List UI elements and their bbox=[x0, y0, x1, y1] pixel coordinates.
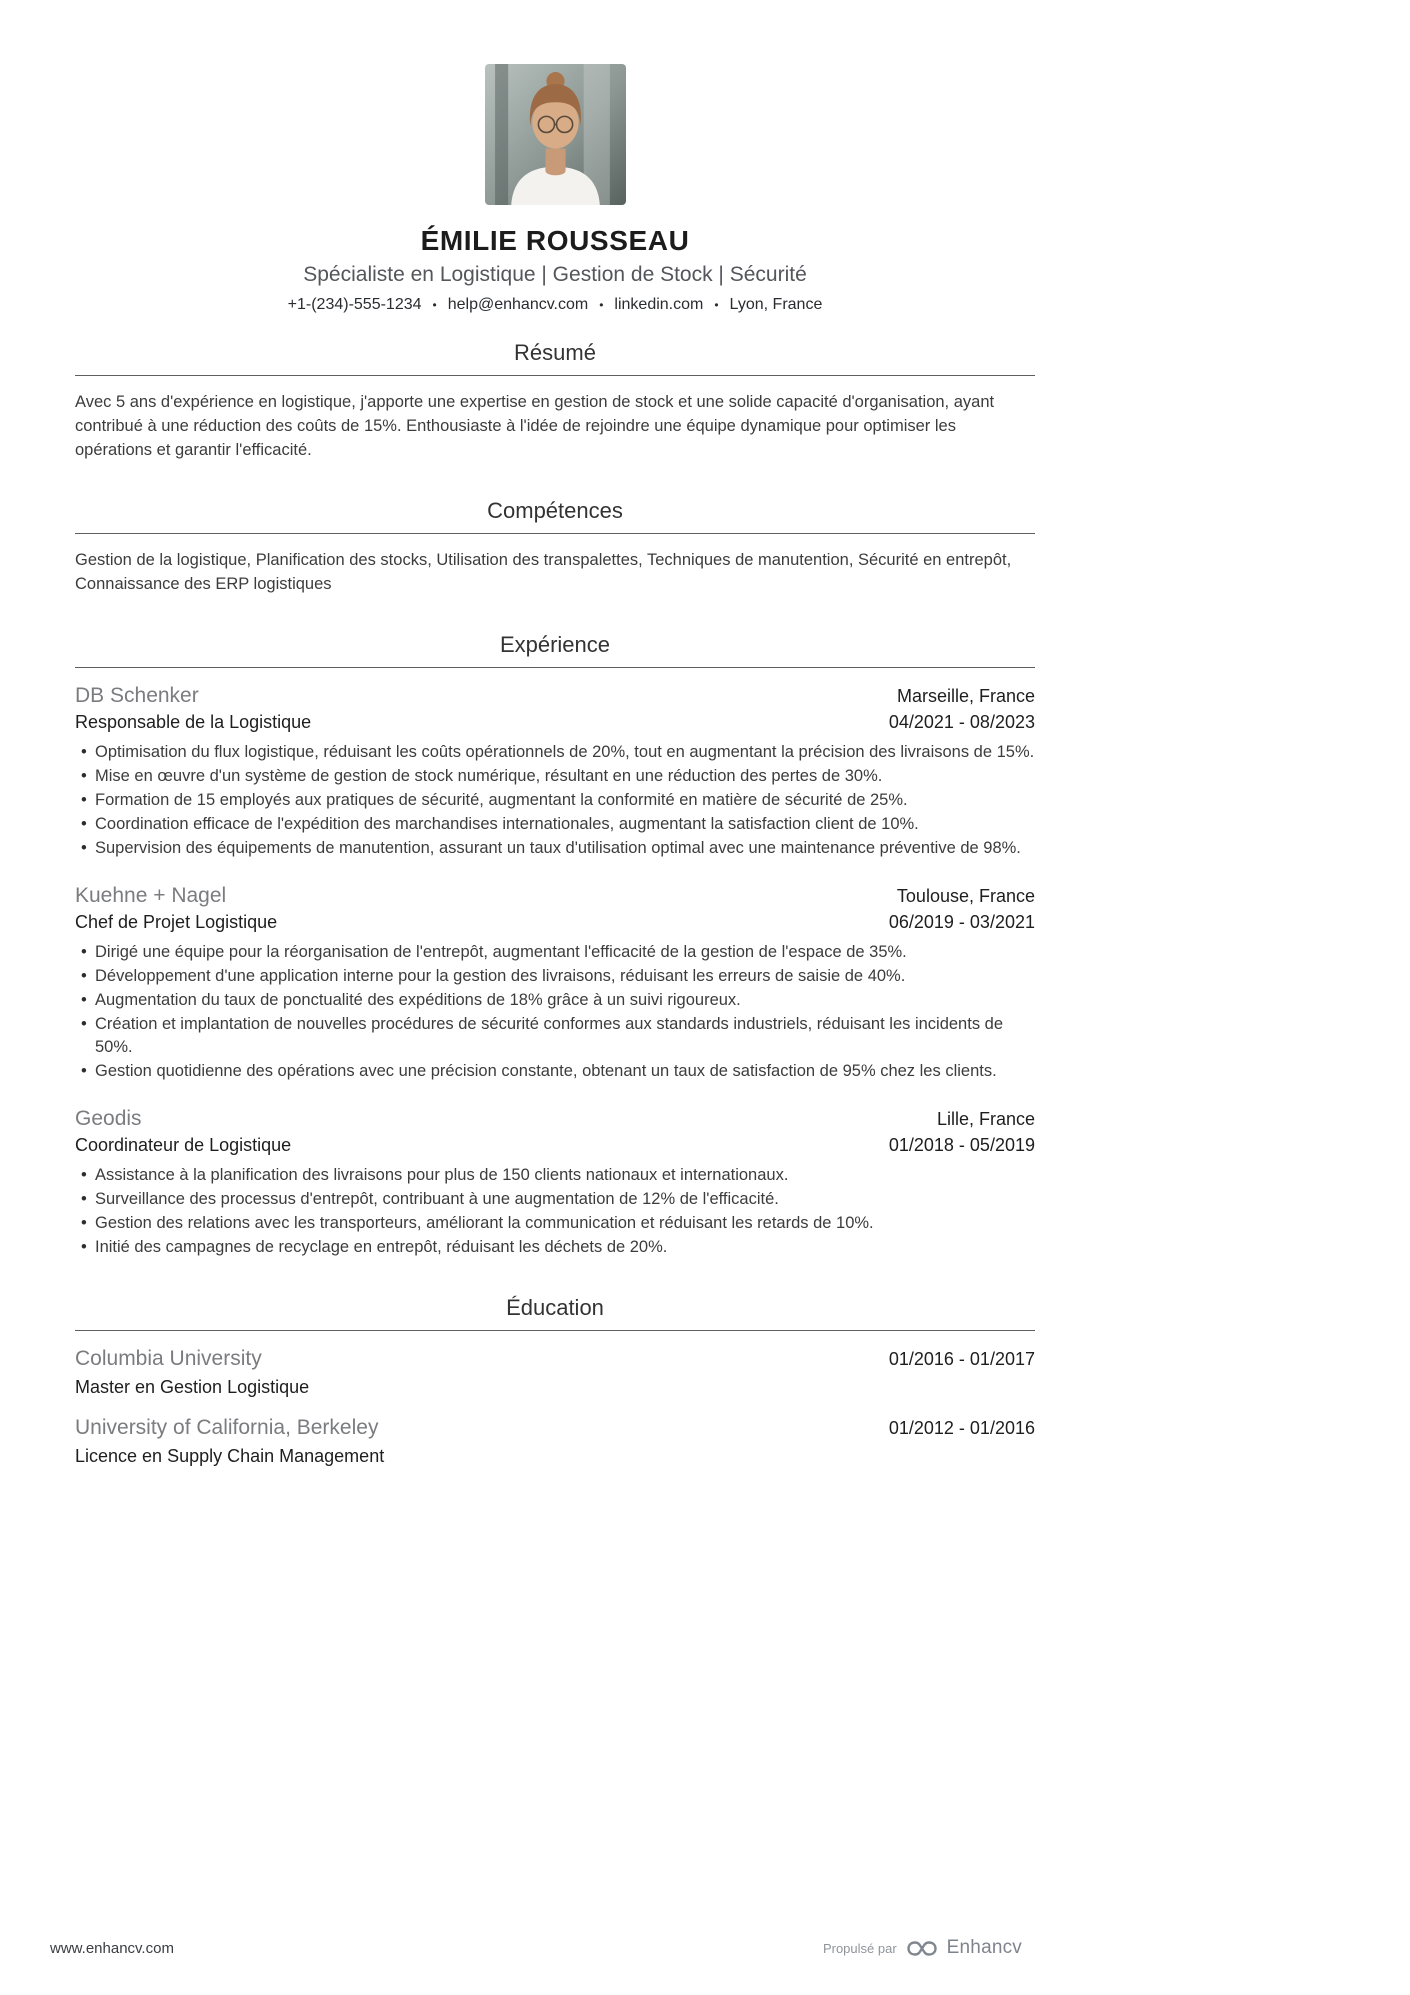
school-name: University of California, Berkeley bbox=[75, 1416, 379, 1439]
section-heading-education: Éducation bbox=[75, 1295, 1035, 1331]
candidate-name: ÉMILIE ROUSSEAU bbox=[420, 225, 690, 256]
job-bullet-list bbox=[75, 741, 1035, 860]
education-entry-header bbox=[75, 1416, 1035, 1440]
job-bullet: • Supervision des équipements de manutention, assurant un taux d'utilisation optimal avec une maintenance préventive de 98%. bbox=[75, 837, 1035, 860]
job-dates: 01/2018 - 05/2019 bbox=[888, 1135, 1035, 1155]
experience-entry-subheader bbox=[75, 712, 1035, 733]
job-bullet-list bbox=[75, 1164, 1035, 1259]
company-location: Toulouse, France bbox=[896, 886, 1035, 906]
education-dates: 01/2012 - 01/2016 bbox=[888, 1418, 1035, 1438]
contact-location: Lyon, France bbox=[729, 296, 823, 313]
experience-entry-subheader bbox=[75, 912, 1035, 933]
job-bullet: • Coordination efficace de l'expédition des marchandises internationales, augmentant la satisfaction client de 10%. bbox=[75, 813, 1035, 836]
education-entry bbox=[75, 1416, 1035, 1467]
education-dates: 01/2016 - 01/2017 bbox=[888, 1349, 1035, 1369]
contact-linkedin: linkedin.com bbox=[614, 296, 704, 313]
candidate-headline: Spécialiste en Logistique | Gestion de Stock | Sécurité bbox=[303, 263, 807, 286]
powered-by-label: Propulsé par bbox=[822, 1940, 897, 1956]
job-bullet: • Dirigé une équipe pour la réorganisation de l'entrepôt, augmentant l'efficacité de la gestion de l'espace de 35%. bbox=[75, 941, 1035, 964]
profile-photo bbox=[485, 64, 626, 205]
experience-entry bbox=[75, 684, 1035, 860]
school-name: Columbia University bbox=[75, 1347, 262, 1370]
job-bullet: • Surveillance des processus d'entrepôt, contribuant à une augmentation de 12% de l'efficacité. bbox=[75, 1188, 1035, 1211]
section-education bbox=[75, 1295, 1035, 1467]
resume-header bbox=[75, 64, 1035, 314]
job-bullet: • Création et implantation de nouvelles procédures de sécurité conformes aux standards industriels, réduisant les incidents de 50%. bbox=[75, 1013, 1035, 1059]
company-name: Kuehne + Nagel bbox=[75, 884, 227, 907]
job-bullet: • Gestion des relations avec les transporteurs, améliorant la communication et réduisant les retards de 10%. bbox=[75, 1212, 1035, 1235]
job-bullet: • Optimisation du flux logistique, réduisant les coûts opérationnels de 20%, tout en augmentant la précision des livraisons de 15%. bbox=[75, 741, 1035, 764]
job-bullet: • Formation de 15 employés aux pratiques de sécurité, augmentant la conformité en matière de sécurité de 25%. bbox=[75, 789, 1035, 812]
experience-entry bbox=[75, 1107, 1035, 1259]
section-heading-experience: Expérience bbox=[75, 632, 1035, 668]
summary-text: Avec 5 ans d'expérience en logistique, j'apporte une expertise en gestion de stock et une solide capacité d'organisation, ayant contribué à une réduction des coûts de 15%. Enthousiaste à l'idée de rejoindre une équipe dynamique pour optimiser les opérations et garantir l'efficacité. bbox=[75, 393, 995, 459]
job-title: Responsable de la Logistique bbox=[75, 712, 312, 732]
company-location: Marseille, France bbox=[896, 686, 1035, 706]
contact-row bbox=[75, 296, 1035, 314]
job-bullet-list bbox=[75, 941, 1035, 1083]
degree-name: Master en Gestion Logistique bbox=[75, 1377, 310, 1397]
job-bullet: • Augmentation du taux de ponctualité des expéditions de 18% grâce à un suivi rigoureux. bbox=[75, 989, 1035, 1012]
degree-name: Licence en Supply Chain Management bbox=[75, 1446, 385, 1466]
section-summary bbox=[75, 340, 1035, 462]
contact-phone: +1-(234)-555-1234 bbox=[287, 296, 422, 313]
company-name: Geodis bbox=[75, 1107, 142, 1130]
job-bullet: • Assistance à la planification des livraisons pour plus de 150 clients nationaux et internationaux. bbox=[75, 1164, 1035, 1187]
company-name: DB Schenker bbox=[75, 684, 199, 707]
education-entry bbox=[75, 1347, 1035, 1398]
contact-email: help@enhancv.com bbox=[447, 296, 589, 313]
footer-website: www.enhancv.com bbox=[50, 1939, 174, 1957]
company-location: Lille, France bbox=[936, 1109, 1035, 1129]
enhancv-brand-text: Enhancv bbox=[946, 1937, 1022, 1958]
bullet-separator: • bbox=[599, 298, 604, 312]
experience-entry bbox=[75, 884, 1035, 1083]
experience-entry-header bbox=[75, 884, 1035, 908]
page-footer bbox=[50, 1937, 1022, 1959]
job-bullet: • Gestion quotidienne des opérations avec une précision constante, obtenant un taux de satisfaction de 95% chez les clients. bbox=[75, 1060, 1035, 1083]
job-dates: 04/2021 - 08/2023 bbox=[888, 712, 1035, 732]
section-heading-summary: Résumé bbox=[75, 340, 1035, 376]
section-skills bbox=[75, 498, 1035, 596]
job-dates: 06/2019 - 03/2021 bbox=[888, 912, 1035, 932]
section-experience bbox=[75, 632, 1035, 1259]
job-title: Chef de Projet Logistique bbox=[75, 912, 278, 932]
skills-text: Gestion de la logistique, Planification des stocks, Utilisation des transpalettes, Techniques de manutention, Sécurité en entrepôt, Connaissance des ERP logistiques bbox=[75, 551, 1012, 593]
job-title: Coordinateur de Logistique bbox=[75, 1135, 292, 1155]
bullet-separator: • bbox=[714, 298, 719, 312]
job-bullet: • Mise en œuvre d'un système de gestion de stock numérique, résultant en une réduction des pertes de 30%. bbox=[75, 765, 1035, 788]
enhancv-infinity-logo-icon bbox=[906, 1940, 938, 1957]
bullet-separator: • bbox=[432, 298, 437, 312]
powered-by-enhancv-link[interactable] bbox=[823, 1937, 1022, 1959]
experience-entry-header bbox=[75, 684, 1035, 708]
resume-page bbox=[75, 0, 1035, 1467]
job-bullet: • Initié des campagnes de recyclage en entrepôt, réduisant les déchets de 20%. bbox=[75, 1236, 1035, 1259]
education-entry-header bbox=[75, 1347, 1035, 1371]
job-bullet: • Développement d'une application interne pour la gestion des livraisons, réduisant les erreurs de saisie de 40%. bbox=[75, 965, 1035, 988]
experience-entry-header bbox=[75, 1107, 1035, 1131]
section-heading-skills: Compétences bbox=[75, 498, 1035, 534]
experience-entry-subheader bbox=[75, 1135, 1035, 1156]
